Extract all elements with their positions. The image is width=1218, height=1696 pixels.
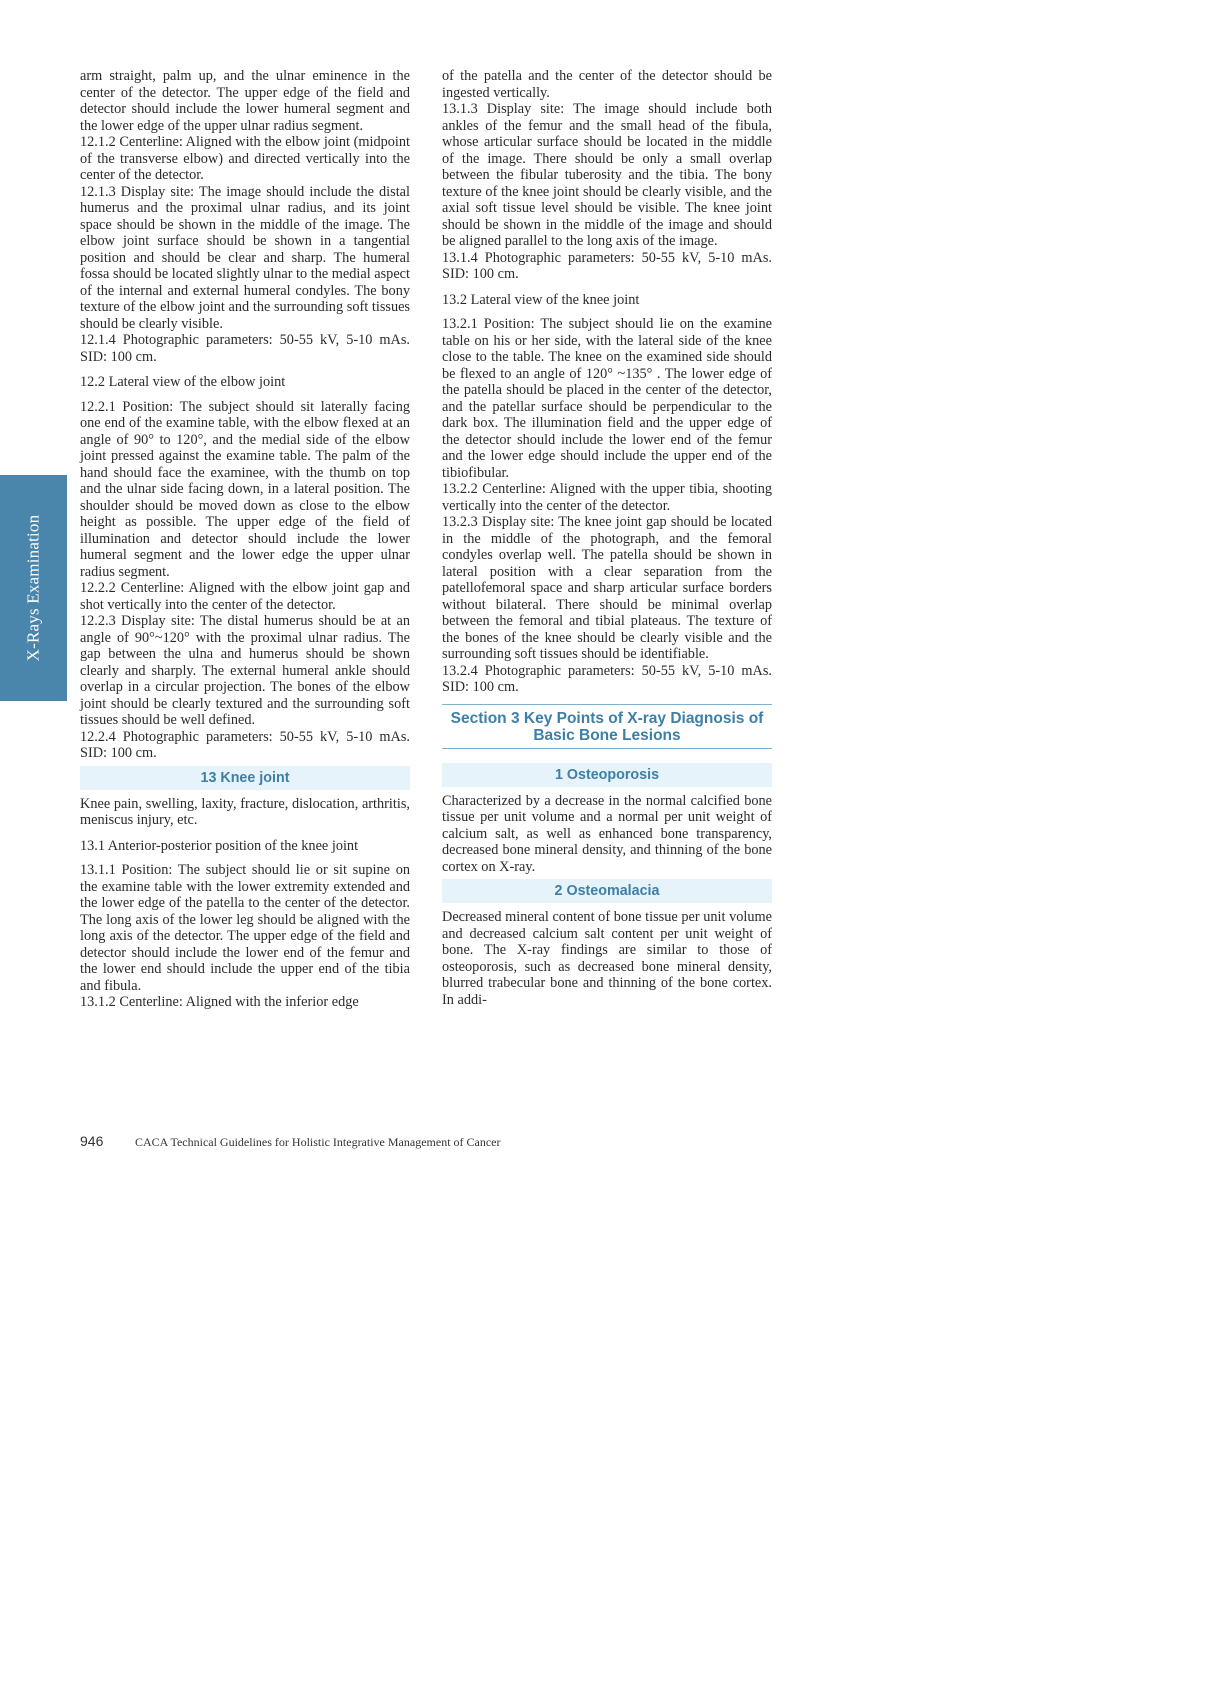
subheading: 13.2 Lateral view of the knee joint: [442, 291, 640, 308]
book-title: CACA Technical Guidelines for Holistic Integrative Management of Cancer: [135, 1135, 501, 1149]
paragraph: 12.2.2 Centerline: Aligned with the elbow joint gap and shot vertically into the center of the detector.: [80, 580, 410, 613]
side-tab: [0, 475, 67, 701]
paragraph: 13.1.2 Centerline: Aligned with the inferior edge: [80, 994, 359, 1010]
paragraph: 13.2.4 Photographic parameters: 50-55 kV, 5-10 mAs. SID: 100 cm.: [442, 662, 772, 695]
subheading: 12.2 Lateral view of the elbow joint: [80, 374, 286, 390]
paragraph: of the patella and the center of the detector should be ingested vertically.: [442, 68, 772, 101]
subheading: 13.1 Anterior-posterior position of the knee joint: [80, 837, 359, 854]
paragraph: 13.2.3 Display site: The knee joint gap should be located in the middle of the photograph, and the femoral condyles overlap well. The patella should be shown in lateral position with a clear separation from the patellofemoral space and sharp articular surface borders without bilateral. There should be minimal overlap between the femoral and tibial plateaus. The texture of the bones of the knee should be clearly visible and the surrounding soft tissues should be identifiable.: [442, 514, 772, 662]
paragraph: 12.2.3 Display site: The distal humerus should be at an angle of 90°~120° with the proximal ulnar radius. The gap between the ulna and humerus should be shown clearly and sharply. The external humeral ankle should overlap in a circular projection. The bones of the elbow joint should be clearly textured and the surrounding soft tissues should be well defined.: [80, 613, 410, 728]
paragraph: 13.2.2 Centerline: Aligned with the upper tibia, shooting vertically into the center of the detector.: [442, 481, 772, 514]
paragraph: 13.2.1 Position: The subject should lie on the examine table on his or her side, with the lateral side of the knee close to the table. The knee on the examined side should be flexed to an angle of 120° ~135° . The lower edge of the patella should be placed in the center of the detector, and the patellar surface should be perpendicular to the dark box. The illumination field and the upper edge of the detector should include the lower end of the femur and the lower edge should include the upper end of the tibiofibular.: [442, 316, 772, 481]
paragraph: 12.2.1 Position: The subject should sit laterally facing one end of the examine table, with the elbow flexed at an angle of 90° to 120°, and the medial side of the elbow joint pressed against the examine table. The palm of the hand should face the examinee, with the thumb on top and the ulnar side facing down, in a lateral position. The shoulder should be moved down as close to the elbow height as possible. The upper edge of the field of illumination and detector should include the lower humeral segment and the lower edge the upper ulnar radius segment.: [80, 398, 410, 580]
subsection-heading: 13 Knee joint: [80, 766, 410, 790]
left-column: [80, 68, 410, 1011]
paragraph: 13.1.4 Photographic parameters: 50-55 kV, 5-10 mAs. SID: 100 cm.: [442, 249, 772, 282]
page-number: 946: [80, 1133, 104, 1149]
subsection-heading: 2 Osteomalacia: [442, 879, 772, 903]
paragraph: 13.1.3 Display site: The image should include both ankles of the femur and the small head of the fibula, whose articular surface should be located in the middle of the image. There should be only a small overlap between the fibular tuberosity and the tibia. The bony texture of the knee joint should be clearly visible, and the axial soft tissue level should be visible. The knee joint should be shown in the middle of the image and should be aligned parallel to the long axis of the image.: [442, 101, 772, 249]
side-tab-label: X-Rays Examination: [23, 514, 43, 662]
paragraph: Knee pain, swelling, laxity, fracture, dislocation, arthritis, meniscus injury, etc.: [80, 795, 410, 828]
paragraph: 12.2.4 Photographic parameters: 50-55 kV, 5-10 mAs. SID: 100 cm.: [80, 728, 410, 761]
right-column: [442, 68, 772, 1008]
page-footer: [80, 1133, 501, 1150]
paragraph: Decreased mineral content of bone tissue per unit volume and decreased calcium salt content per unit weight of bone. The X-ray findings are similar to those of osteoporosis, such as decreased bone mineral density, blurred trabecular bone and thinning of the bone cortex. In addi-: [442, 909, 772, 1008]
subsection-heading: 1 Osteoporosis: [442, 763, 772, 787]
paragraph: 12.1.3 Display site: The image should include the distal humerus and the proximal ulnar radius, and its joint space should be shown in the middle of the image. The elbow joint surface should be shown in a tangential position and should be clear and sharp. The humeral fossa should be located slightly ulnar to the medial aspect of the internal and external humeral condyles. The bony texture of the elbow joint and the surrounding soft tissues should be clearly visible.: [80, 183, 410, 332]
paragraph: arm straight, palm up, and the ulnar eminence in the center of the detector. The upper edge of the field and detector should include the lower humeral segment and the lower edge of the upper ulnar radius segment.: [80, 68, 410, 134]
paragraph: Characterized by a decrease in the normal calcified bone tissue per unit volume and a normal per unit weight of calcium salt, as well as enhanced bone transparency, decreased bone mineral density, and thinning of the bone cortex on X-ray.: [442, 792, 772, 875]
paragraph: 13.1.1 Position: The subject should lie or sit supine on the examine table with the lower extremity extended and the lower edge of the patella to the center of the detector. The long axis of the lower leg should be aligned with the long axis of the detector. The upper edge of the field and detector should include the lower end of the femur and the lower end should include the upper end of the tibia and fibula.: [80, 862, 410, 994]
section-heading: Section 3 Key Points of X-ray Diagnosis of Basic Bone Lesions: [442, 704, 772, 749]
paragraph: 12.1.4 Photographic parameters: 50-55 kV, 5-10 mAs. SID: 100 cm.: [80, 332, 410, 365]
paragraph: 12.1.2 Centerline: Aligned with the elbow joint (midpoint of the transverse elbow) and directed vertically into the center of the detector.: [80, 134, 410, 183]
